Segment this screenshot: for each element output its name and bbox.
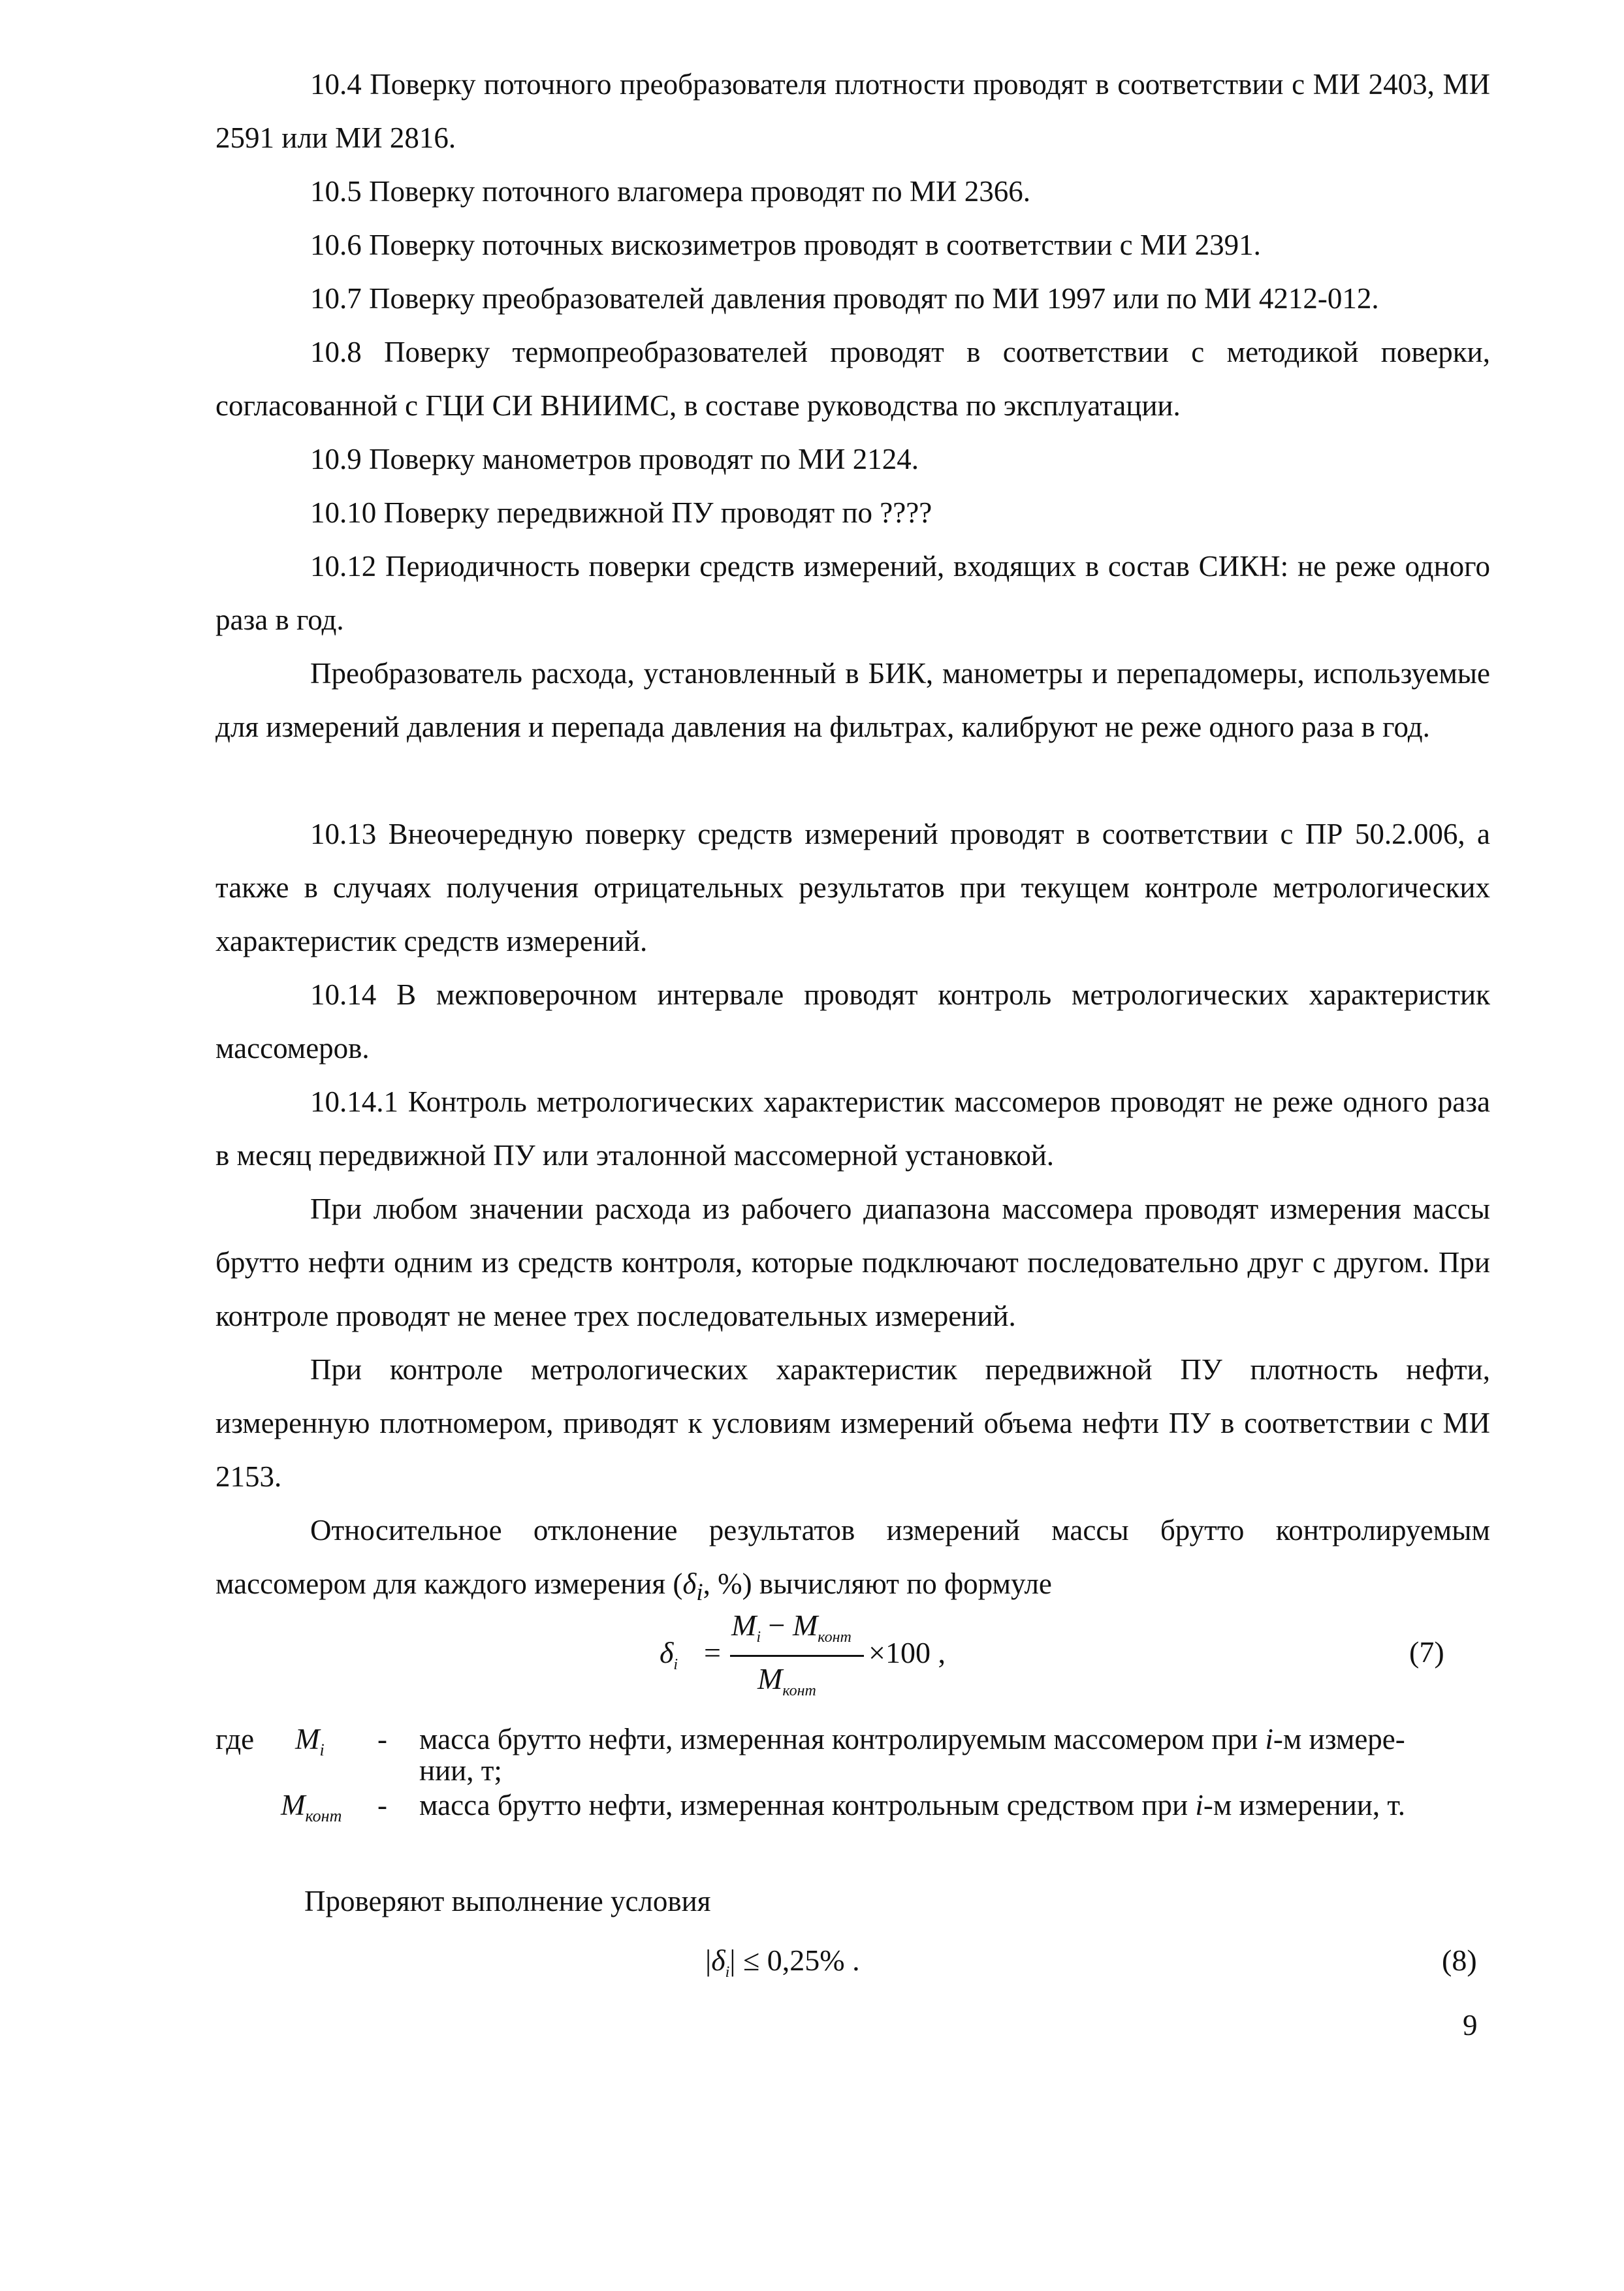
paragraph-10-14-1: 10.14.1 Контроль метрологических характеристик массомеров проводят не реже одного раза в месяц передвижной ПУ или эталонной массомерной установкой. (215, 1085, 1490, 1172)
paragraph-10-6: 10.6 Поверку поточных вискозиметров проводят в соответствии с МИ 2391. (310, 229, 1261, 261)
paragraph-10-5: 10.5 Поверку поточного влагомера проводят по МИ 2366. (310, 175, 1030, 208)
equation-number-8: (8) (1442, 1944, 1477, 1977)
rel-deviation-text-a: Относительное отклонение результатов измерений массы брутто контролируемым массомером для каждого измерения ( (215, 1514, 1490, 1600)
paragraph-flow-converter: Преобразователь расхода, установленный в БИК, манометры и перепадомеры, используемые для измерений давления и перепада давления на фильтрах, калибруют не реже одного раза в год. (215, 657, 1490, 743)
paragraph-density: При контроле метрологических характеристик передвижной ПУ плотность нефти, измеренную плотномером, приводят к условиям измерений объема нефти ПУ в соответствии с МИ 2153. (215, 1353, 1490, 1493)
where-dash-1: - (377, 1723, 387, 1755)
page-number: 9 (1463, 2009, 1478, 2042)
delta-symbol: $\delta_i$ (682, 1567, 703, 1606)
equation-number-7: (7) (1409, 1635, 1444, 1669)
where-symbol-mi: $M_i$ (295, 1723, 325, 1759)
paragraph-relative-deviation (215, 1503, 1490, 1620)
paragraph-10-14: 10.14 В межповерочном интервале проводят контроль метрологических характеристик массомеров. (215, 978, 1490, 1065)
formula-denominator: $M_{конт}$ (757, 1662, 816, 1700)
paragraph-10-12: 10.12 Периодичность поверки средств измерений, входящих в состав СИКН: не реже одного раза в год. (215, 550, 1490, 636)
formula-lhs: $\delta_i$ (660, 1636, 678, 1674)
rel-deviation-text-b: , %) вычисляют по формуле (703, 1567, 1052, 1600)
paragraph-10-9: 10.9 Поверку манометров проводят по МИ 2124. (310, 443, 919, 475)
formula-multiplier: ×100 , (868, 1636, 946, 1669)
where-symbol-mkont: $M_{конт}$ (281, 1789, 342, 1825)
condition-8: $|\delta_i| \le 0,25\%$ . (705, 1944, 860, 1981)
paragraph-any-flow: При любом значении расхода из рабочего диапазона массомера проводят измерения массы брутто нефти одним из средств контроля, которые подключают последовательно друг с другом. При контроле проводят не менее трех последовательных измерений. (215, 1193, 1490, 1332)
formula-7 (646, 1608, 1012, 1706)
paragraph-10-10: 10.10 Поверку передвижной ПУ проводят по ???? (310, 496, 932, 529)
where-definition-mkont: масса брутто нефти, измеренная контрольным средством при i-м измерении, т. (419, 1789, 1405, 1821)
fraction-bar (730, 1655, 864, 1657)
where-definition-mi-cont: нии, т; (419, 1754, 502, 1787)
where-dash-2: - (377, 1789, 387, 1821)
check-condition-label: Проверяют выполнение условия (304, 1885, 711, 1917)
where-definition-mi: масса брутто нефти, измеренная контролируемым массомером при i-м измере- (419, 1723, 1405, 1755)
paragraph-10-7: 10.7 Поверку преобразователей давления проводят по МИ 1997 или по МИ 4212-012. (310, 282, 1379, 315)
paragraph-10-8: 10.8 Поверку термопреобразователей проводят в соответствии с методикой поверки, согласованной с ГЦИ СИ ВНИИМС, в составе руководства по эксплуатации. (215, 336, 1490, 422)
paragraph-10-13: 10.13 Внеочередную поверку средств измерений проводят в соответствии с ПР 50.2.006, а также в случаях получения отрицательных результатов при текущем контроле метрологических характеристик средств измерений. (215, 818, 1490, 957)
where-label: где (215, 1723, 255, 1755)
paragraph-10-4: 10.4 Поверку поточного преобразователя плотности проводят в соответствии с МИ 2403, МИ 2591 или МИ 2816. (215, 68, 1490, 154)
formula-equals: = (704, 1636, 721, 1669)
formula-numerator: $M_i - M_{конт}$ (731, 1609, 852, 1646)
